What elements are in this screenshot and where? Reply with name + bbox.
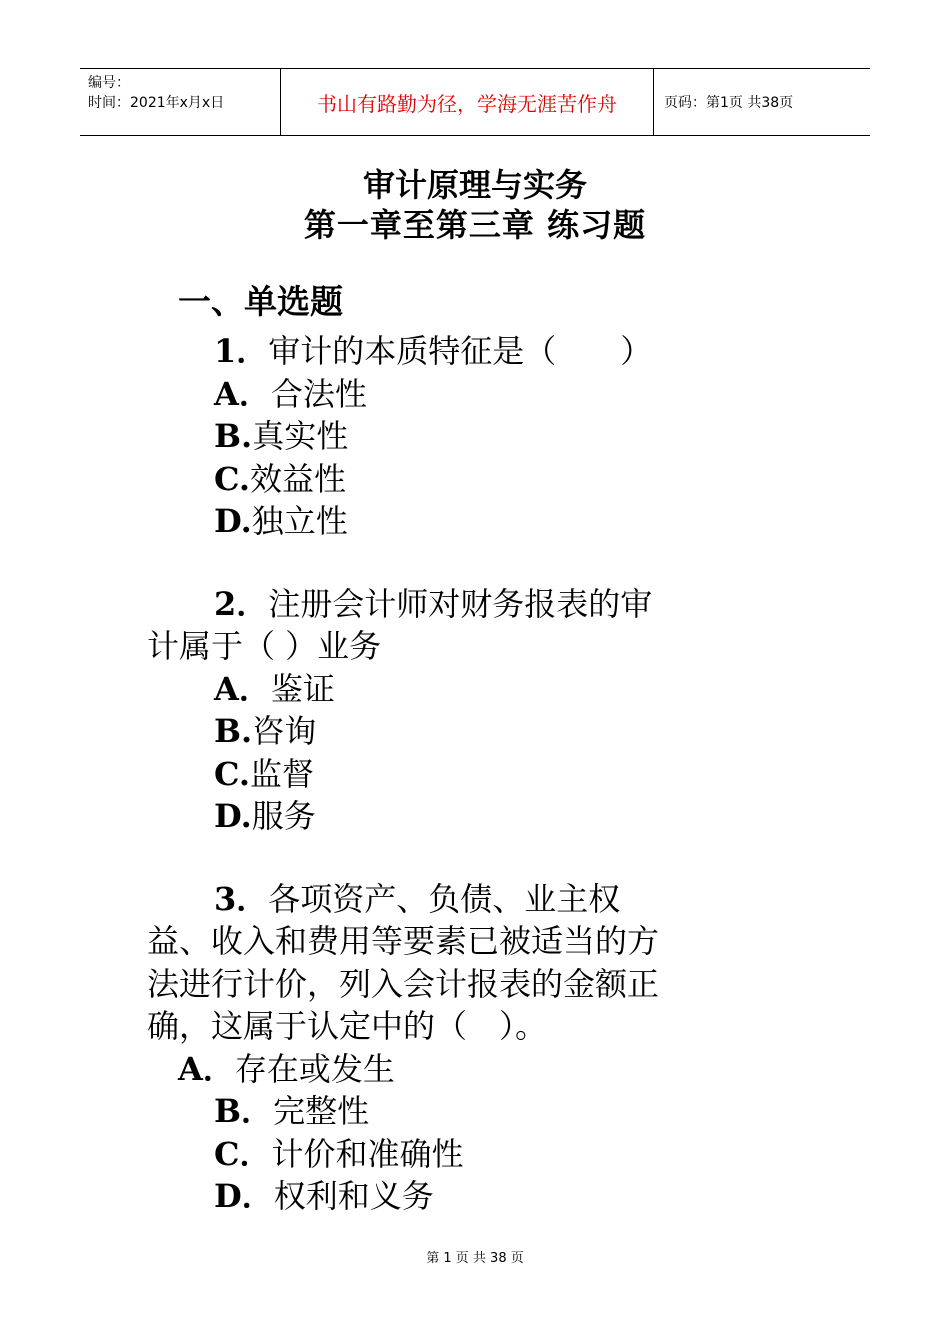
option-d (0, 1175, 950, 1218)
option-a (0, 1048, 950, 1091)
option-key: A． (214, 669, 271, 708)
doc-subtitle: 第一章至第三章 练习题 (303, 206, 647, 244)
page-footer: 第 1 页 共 38 页 (426, 1251, 524, 1266)
option-key: B. (214, 712, 253, 750)
option-d (0, 500, 950, 543)
option-key: D． (214, 1177, 274, 1215)
option-key: B． (214, 1092, 274, 1130)
question-text: 各项资产、负债、业主权益、收入和费用等要素已被适当的方法进行计价，列入会计报表的金额正确，这属于认定中的（ ）。 (147, 879, 660, 1045)
page-header (80, 68, 870, 136)
header-left-cell (80, 69, 281, 135)
question-text: 审计的本质特征是（ ） (268, 332, 653, 370)
option-c (0, 458, 950, 501)
option-a (0, 668, 950, 711)
option-b (0, 1090, 950, 1133)
option-text: 服务 (251, 797, 316, 835)
option-text: 存在或发生 (234, 1049, 395, 1088)
question-1 (0, 330, 950, 373)
doc-number-label: 编号： (88, 75, 130, 91)
option-d (0, 795, 950, 838)
option-a (0, 373, 950, 416)
option-c (0, 1133, 950, 1176)
option-key: C. (214, 459, 251, 498)
question-number: 1． (214, 332, 269, 370)
option-text: 独立性 (251, 502, 348, 540)
option-b (0, 710, 950, 753)
option-text: 真实性 (252, 417, 349, 455)
header-motto: 书山有路勤为径，学海无涯苦作舟 (281, 69, 654, 135)
doc-time-label: 时间：2021年x月x日 (88, 95, 225, 111)
option-key: A． (214, 374, 271, 413)
option-text: 鉴证 (270, 669, 335, 708)
option-key: C. (214, 754, 251, 793)
option-key: C． (214, 1134, 272, 1173)
document-body (0, 278, 950, 1218)
question-2 (0, 583, 665, 668)
option-text: 效益性 (250, 459, 347, 498)
question-text: 注册会计师对财务报表的审计属于（ ）业务 (147, 584, 653, 665)
section-title: 一、单选题 (178, 282, 343, 321)
question-3 (0, 878, 665, 1048)
option-text: 完整性 (273, 1092, 370, 1130)
option-c (0, 753, 950, 796)
option-text: 监督 (250, 754, 315, 793)
option-key: B. (214, 417, 253, 455)
option-key: D. (214, 502, 252, 540)
doc-title: 审计原理与实务 (362, 166, 587, 204)
header-page-info: 页码：第1页 共38页 (664, 95, 794, 111)
option-key: D. (214, 797, 252, 835)
question-number: 3． (214, 879, 269, 918)
option-key: A． (178, 1049, 235, 1088)
question-number: 2． (214, 584, 269, 623)
option-b (0, 415, 950, 458)
option-text: 权利和义务 (273, 1177, 434, 1215)
option-text: 计价和准确性 (271, 1134, 464, 1173)
option-text: 合法性 (270, 374, 367, 413)
option-text: 咨询 (252, 712, 317, 750)
